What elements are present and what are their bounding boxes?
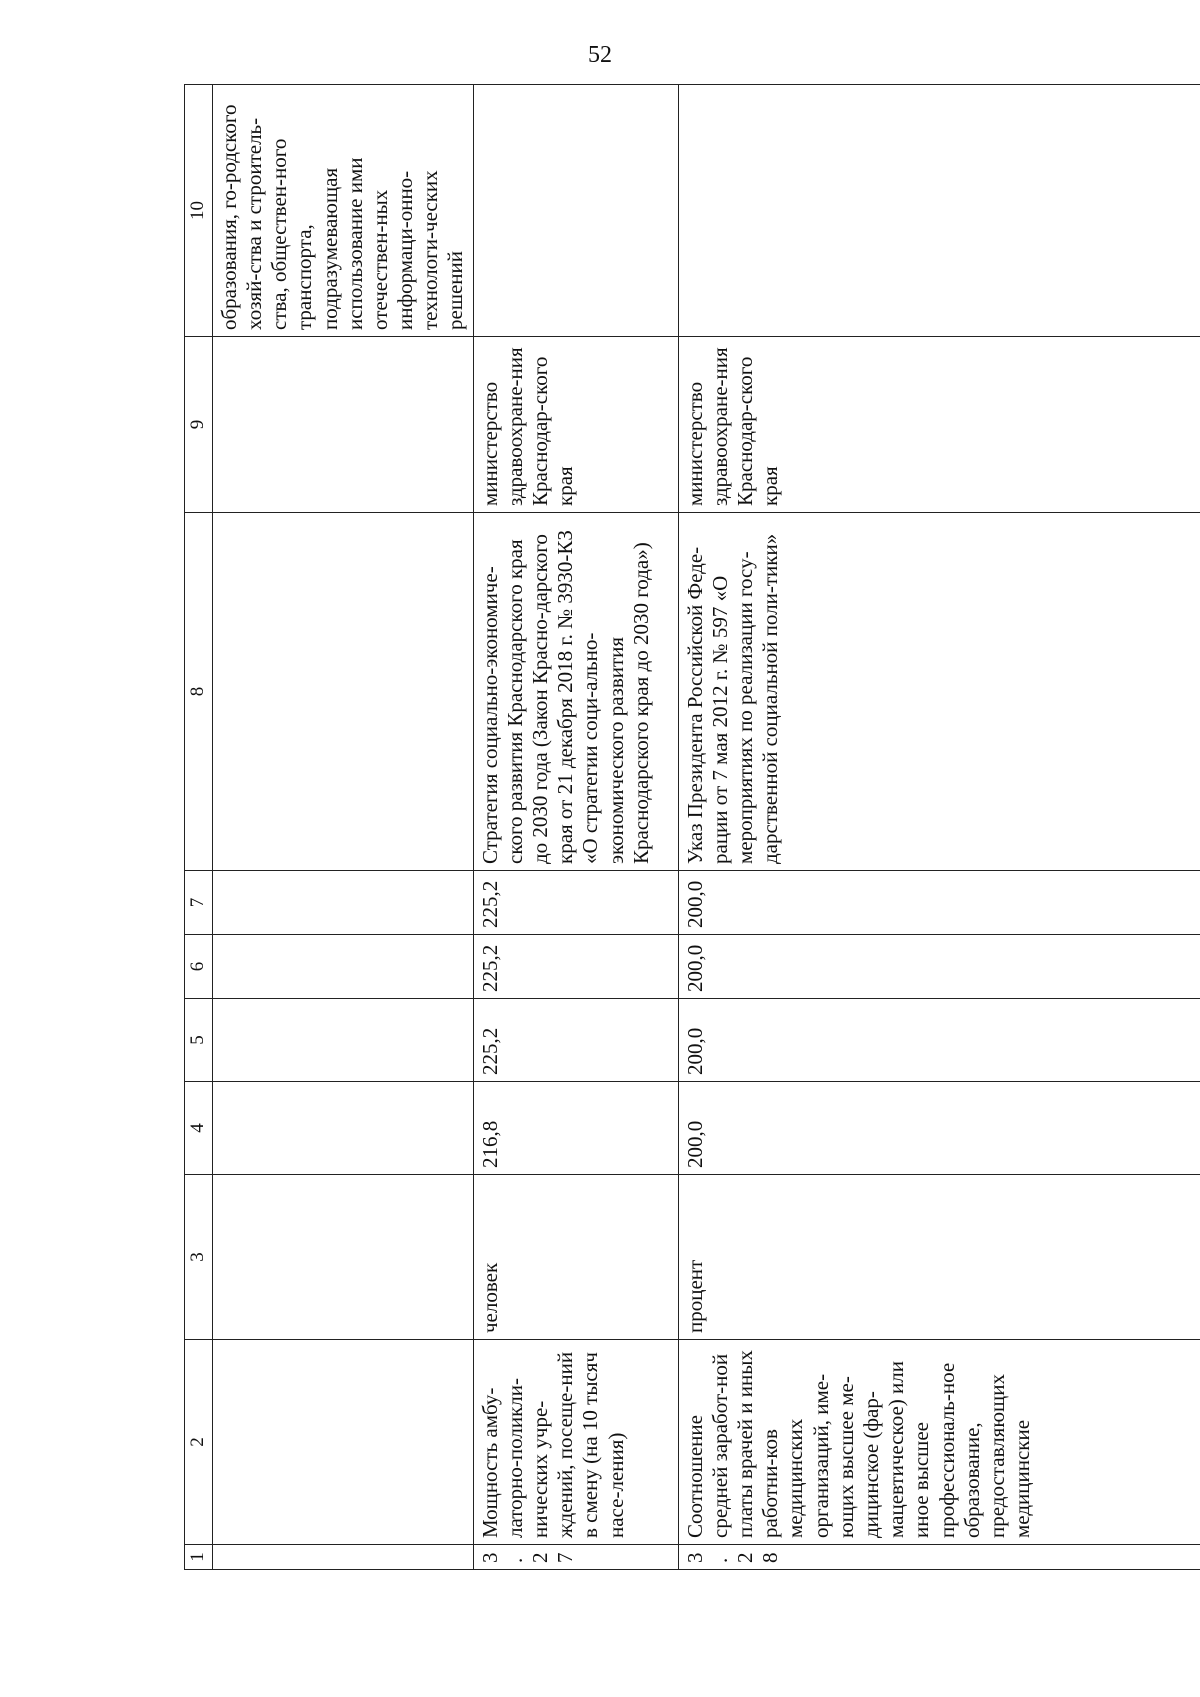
- table-row: [473, 85, 678, 1570]
- cell-value: [212, 999, 473, 1082]
- cell-indicator: [212, 1340, 473, 1545]
- cell-number: [212, 1545, 473, 1570]
- cell-unit: человек: [473, 1175, 678, 1340]
- cell-indicator: Соотношение средней заработ-ной платы врачей и иных работни-ков медицинских организаций, име-ющих высшее ме-дицинское (фар-мацевтическое) или иное высшее профессиональ-ное образование, предоставляющих медицинские: [678, 1340, 1200, 1545]
- page-number: 52: [588, 42, 612, 68]
- cell-value: 216,8: [473, 1082, 678, 1175]
- column-header: 6: [185, 935, 213, 999]
- table-wrapper: [184, 85, 1200, 1563]
- column-header: 4: [185, 1082, 213, 1175]
- cell-note: [473, 85, 678, 337]
- cell-value: 200,0: [678, 999, 1200, 1082]
- data-table: [184, 84, 1200, 1570]
- column-header: 1: [185, 1545, 213, 1570]
- cell-source: [212, 513, 473, 871]
- column-header: 3: [185, 1175, 213, 1340]
- column-header: 9: [185, 337, 213, 513]
- cell-number: 3.28: [678, 1545, 1200, 1570]
- table-row: [212, 85, 473, 1570]
- column-header: 2: [185, 1340, 213, 1545]
- column-header: 5: [185, 999, 213, 1082]
- cell-value: 225,2: [473, 999, 678, 1082]
- column-header: 10: [185, 85, 213, 337]
- cell-responsible: министерство здравоохране-ния Краснодар-ского края: [473, 337, 678, 513]
- cell-value: [212, 1082, 473, 1175]
- column-header: 8: [185, 513, 213, 871]
- cell-indicator: Мощность амбу-латорно-поликли-нических учре-ждений, посеще-ний в смену (на 10 тысяч насе-ления): [473, 1340, 678, 1545]
- cell-unit: [212, 1175, 473, 1340]
- cell-value: 200,0: [678, 935, 1200, 999]
- cell-value: 225,2: [473, 935, 678, 999]
- cell-responsible: министерство здравоохране-ния Краснодар-ского края: [678, 337, 1200, 513]
- table-row: [678, 85, 1200, 1570]
- cell-value: [212, 871, 473, 935]
- cell-source: Стратегия социально-экономиче-ского развития Краснодарского края до 2030 года (Закон Красно-дарского края от 21 декабря 2018 г. № 3930-КЗ «О стратегии соци-ально-экономического развития Краснодарского края до 2030 года»): [473, 513, 678, 871]
- cell-note: [678, 85, 1200, 337]
- column-header: 7: [185, 871, 213, 935]
- cell-source: Указ Президента Российской Феде-рации от 7 мая 2012 г. № 597 «О мероприятиях по реализации госу-дарственной социальной поли-тики»: [678, 513, 1200, 871]
- header-row: [185, 85, 213, 1570]
- cell-value: 200,0: [678, 871, 1200, 935]
- cell-responsible: [212, 337, 473, 513]
- cell-note: образования, го-родского хозяй-ства и строитель-ства, обществен-ного транспорта, подразумевающая использование ими отечествен-ных информаци-онно-технологи-ческих решений: [212, 85, 473, 337]
- cell-value: [212, 935, 473, 999]
- cell-value: 200,0: [678, 1082, 1200, 1175]
- cell-value: 225,2: [473, 871, 678, 935]
- cell-unit: процент: [678, 1175, 1200, 1340]
- cell-number: 3.27: [473, 1545, 678, 1570]
